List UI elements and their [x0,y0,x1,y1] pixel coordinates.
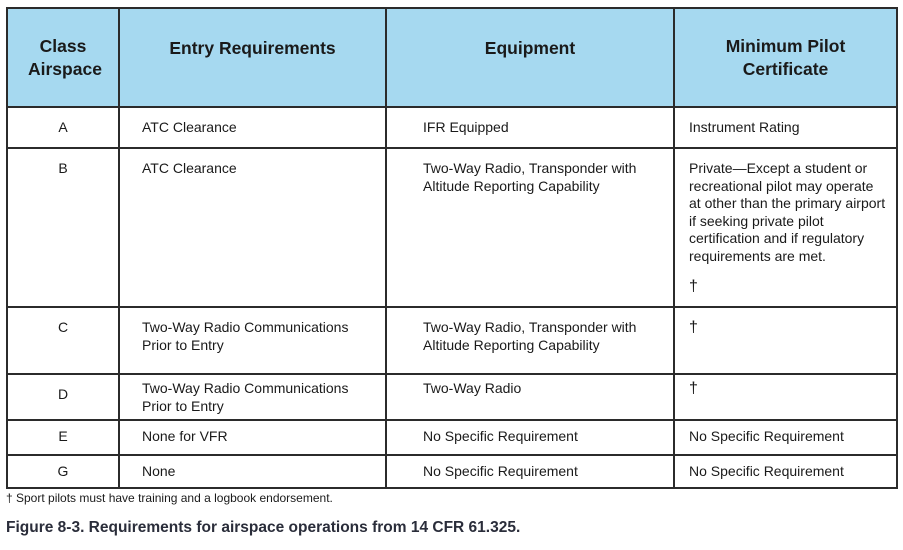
certificate-cell [674,374,897,420]
equipment-cell: IFR Equipped [386,107,674,148]
class-cell: E [7,420,119,455]
header-certificate: Minimum Pilot Certificate [674,8,897,107]
table-row [7,148,897,307]
entry-cell: None [119,455,386,488]
header-equipment: Equipment [386,8,674,107]
certificate-cell: Private—Except a student or recreational pilot may operate at other than the primary airport if seeking private pilot certification and if regulatory requirements are met. † [674,148,897,307]
dagger-mark: † [689,319,698,336]
entry-cell: None for VFR [119,420,386,455]
airspace-requirements-table [6,7,898,489]
footnote: † Sport pilots must have training and a logbook endorsement. [6,491,333,505]
header-class: Class Airspace [7,8,119,107]
entry-cell: Two-Way Radio Communications Prior to Entry [119,307,386,374]
equipment-cell: Two-Way Radio, Transponder with Altitude Reporting Capability [386,148,674,307]
certificate-cell [674,307,897,374]
equipment-cell: No Specific Requirement [386,420,674,455]
entry-cell: Two-Way Radio Communications Prior to Entry [119,374,386,420]
entry-cell: ATC Clearance [119,148,386,307]
certificate-cell: No Specific Requirement [674,420,897,455]
table-row [7,420,897,455]
class-cell: G [7,455,119,488]
class-cell: B [7,148,119,307]
equipment-cell: Two-Way Radio [386,374,674,420]
class-cell: C [7,307,119,374]
equipment-cell: No Specific Requirement [386,455,674,488]
certificate-cell: No Specific Requirement [674,455,897,488]
class-cell: A [7,107,119,148]
certificate-cell: Instrument Rating [674,107,897,148]
dagger-mark: † [689,380,698,397]
equipment-cell: Two-Way Radio, Transponder with Altitude Reporting Capability [386,307,674,374]
header-entry: Entry Requirements [119,8,386,107]
table-row [7,374,897,420]
dagger-mark: † [689,277,698,295]
table-row [7,307,897,374]
table-row [7,455,897,488]
entry-cell: ATC Clearance [119,107,386,148]
figure-caption: Figure 8-3. Requirements for airspace operations from 14 CFR 61.325. [6,519,521,536]
table-row [7,107,897,148]
header-row [7,8,897,107]
class-cell: D [7,374,119,420]
